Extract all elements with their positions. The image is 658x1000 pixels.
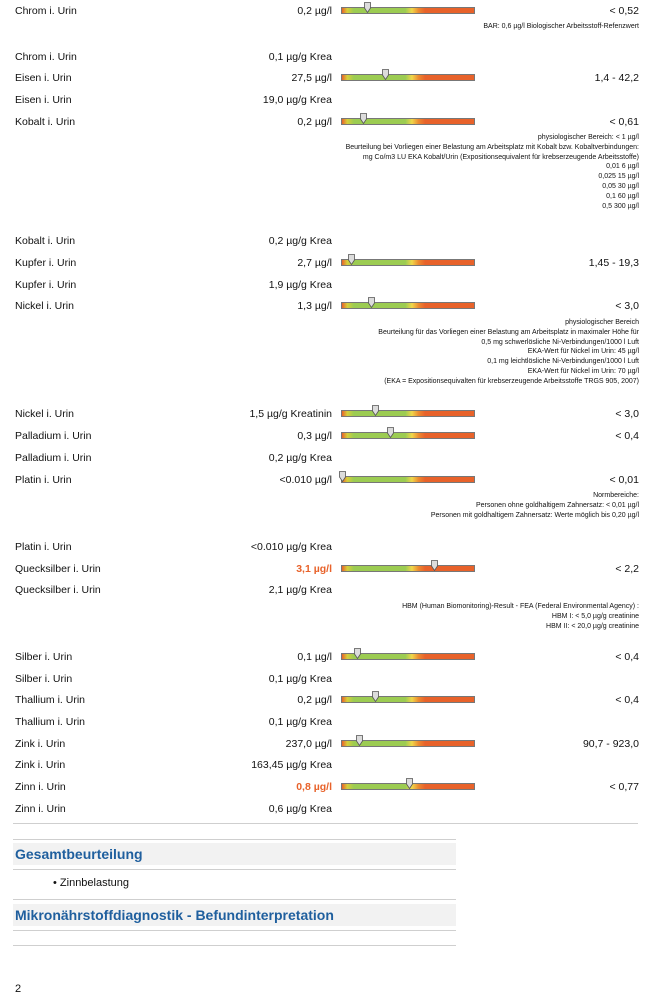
- reference-range-bar: [341, 7, 475, 14]
- value-marker-icon: [339, 471, 346, 482]
- result-parameter: Palladium i. Urin: [15, 430, 92, 442]
- note-line: 0,05 30 µg/l: [602, 182, 639, 190]
- reference-range-bar: [341, 476, 475, 483]
- result-value: 1,9 µg/g Krea: [268, 279, 332, 291]
- result-value: 0,2 µg/g Krea: [268, 235, 332, 247]
- result-parameter: Platin i. Urin: [15, 474, 72, 486]
- result-value: 0,2 µg/g Krea: [268, 452, 332, 464]
- result-row: [0, 801, 658, 817]
- result-row: [0, 92, 658, 108]
- result-parameter: Eisen i. Urin: [15, 94, 72, 106]
- reference-range-bar: [341, 653, 475, 660]
- reference-range: < 3,0: [615, 408, 639, 420]
- reference-range-bar: [341, 74, 475, 81]
- result-value: 0,8 µg/l: [296, 781, 332, 793]
- value-marker-icon: [431, 560, 438, 571]
- reference-range: < 0,4: [615, 694, 639, 706]
- result-parameter: Eisen i. Urin: [15, 72, 72, 84]
- result-value: 0,6 µg/g Krea: [268, 803, 332, 815]
- note-kobalt: [346, 133, 639, 211]
- result-value: 1,5 µg/g Kreatinin: [249, 408, 332, 420]
- note-line: HBM II: < 20,0 µg/g creatinine: [546, 622, 639, 630]
- result-parameter: Silber i. Urin: [15, 673, 73, 685]
- note-line: physiologischer Bereich: [565, 319, 639, 326]
- reference-range: 1,4 - 42,2: [594, 72, 639, 84]
- note-line: Normbereiche:: [593, 492, 639, 499]
- note-line: EKA-Wert für Nickel im Urin: 45 µg/l: [527, 348, 639, 356]
- result-value: 0,2 µg/l: [297, 116, 332, 128]
- result-parameter: Thallium i. Urin: [15, 716, 86, 728]
- result-parameter: Quecksilber i. Urin: [15, 584, 101, 596]
- note-line: 0,1 mg leichtlösliche Ni-Verbindungen/1000 l Luft: [487, 358, 639, 366]
- reference-range-bar: [341, 783, 475, 790]
- result-value: <0.010 µg/g Krea: [250, 541, 332, 553]
- reference-range: 90,7 - 923,0: [582, 738, 639, 750]
- gesamtbeurteilung-title: Gesamtbeurteilung: [15, 846, 143, 862]
- result-value: 0,2 µg/l: [297, 5, 332, 17]
- value-marker-icon: [356, 735, 363, 746]
- reference-range: 1,45 - 19,3: [588, 257, 639, 269]
- value-marker-icon: [368, 297, 375, 308]
- result-value: 19,0 µg/g Krea: [262, 94, 332, 106]
- result-row: [0, 736, 658, 752]
- result-parameter: Kobalt i. Urin: [15, 116, 76, 128]
- result-row: [0, 277, 658, 293]
- result-row: [0, 406, 658, 422]
- value-marker-icon: [354, 648, 361, 659]
- note-line: Personen ohne goldhaltigem Zahnersatz: < 0,01 µg/l: [476, 501, 639, 509]
- result-row: [0, 539, 658, 555]
- reference-range-bar: [341, 696, 475, 703]
- result-row: [0, 649, 658, 665]
- result-row: [0, 114, 658, 130]
- value-marker-icon: [372, 691, 379, 702]
- result-row: [0, 298, 658, 314]
- reference-range-bar: [341, 410, 475, 417]
- value-marker-icon: [406, 778, 413, 789]
- result-row: [0, 70, 658, 86]
- result-value: <0.010 µg/l: [279, 474, 332, 486]
- result-value: 3,1 µg/l: [296, 563, 332, 575]
- reference-range: < 0,52: [609, 5, 639, 17]
- result-row: [0, 49, 658, 65]
- section-divider: [13, 869, 456, 870]
- note-chrom: [483, 22, 639, 32]
- result-parameter: Zinn i. Urin: [15, 803, 66, 815]
- note-line: Personen mit goldhaltigem Zahnersatz: Werte möglich bis 0,20 µg/l: [430, 511, 639, 519]
- result-value: 0,1 µg/l: [297, 651, 332, 663]
- result-row: [0, 450, 658, 466]
- mikronaehrstoff-header: [13, 904, 456, 926]
- value-marker-icon: [348, 254, 355, 265]
- result-value: 27,5 µg/l: [291, 72, 332, 84]
- result-parameter: Quecksilber i. Urin: [15, 563, 101, 575]
- table-bottom-divider: [13, 823, 638, 824]
- note-quecksilber: [402, 602, 639, 631]
- result-value: 237,0 µg/l: [285, 738, 332, 750]
- section-divider: [13, 930, 456, 931]
- note-line: HBM I: < 5,0 µg/g creatinine: [551, 612, 639, 620]
- value-marker-icon: [372, 405, 379, 416]
- reference-range-bar: [341, 740, 475, 747]
- result-parameter: Thallium i. Urin: [15, 694, 86, 706]
- result-parameter: Platin i. Urin: [15, 541, 72, 553]
- result-parameter: Zinn i. Urin: [15, 781, 66, 793]
- result-row: [0, 714, 658, 730]
- note-line: physiologischer Bereich: < 1 µg/l: [537, 134, 639, 141]
- result-value: 2,7 µg/l: [297, 257, 332, 269]
- result-parameter: Silber i. Urin: [15, 651, 73, 663]
- mikronaehrstoff-title: Mikronährstoffdiagnostik - Befundinterpretation: [15, 907, 334, 923]
- result-row: [0, 671, 658, 687]
- result-row: [0, 472, 658, 488]
- reference-range: < 0,01: [609, 474, 639, 486]
- value-marker-icon: [382, 69, 389, 80]
- note-platin: [431, 491, 639, 520]
- result-value: 0,1 µg/g Krea: [268, 51, 332, 63]
- result-value: 0,1 µg/g Krea: [268, 716, 332, 728]
- result-row: [0, 692, 658, 708]
- result-parameter: Nickel i. Urin: [15, 408, 74, 420]
- result-parameter: Nickel i. Urin: [15, 300, 74, 312]
- note-nickel: [378, 318, 639, 387]
- note-line: BAR: 0,6 µg/l Biologischer Arbeitsstoff-Refenzwert: [483, 23, 639, 30]
- note-line: mg Co/m3 LU EKA Kobalt/Urin (Expositionsequivalent für krebserzeugende Arbeitsstoffe): [362, 153, 639, 161]
- result-parameter: Chrom i. Urin: [15, 51, 77, 63]
- result-value: 163,45 µg/g Krea: [251, 759, 332, 771]
- value-marker-icon: [387, 427, 394, 438]
- reference-range: < 0,4: [615, 651, 639, 663]
- result-value: 2,1 µg/g Krea: [268, 584, 332, 596]
- note-line: HBM (Human Biomonitoring)-Result - FEA (Federal Environmental Agency) :: [402, 603, 639, 610]
- result-row: [0, 3, 658, 19]
- value-marker-icon: [360, 113, 367, 124]
- note-line: Beurteilung bei Vorliegen einer Belastung am Arbeitsplatz mit Kobalt bzw. Kobaltverbindungen:: [345, 143, 639, 151]
- note-line: 0,01 6 µg/l: [606, 163, 639, 171]
- result-parameter: Palladium i. Urin: [15, 452, 92, 464]
- note-line: 0,1 60 µg/l: [606, 192, 639, 200]
- result-value: 0,3 µg/l: [297, 430, 332, 442]
- result-parameter: Zink i. Urin: [15, 738, 66, 750]
- result-row: [0, 757, 658, 773]
- result-value: 1,3 µg/l: [297, 300, 332, 312]
- result-row: [0, 582, 658, 598]
- reference-range: < 3,0: [615, 300, 639, 312]
- reference-range-bar: [341, 302, 475, 309]
- value-marker-icon: [364, 2, 371, 13]
- result-row: [0, 428, 658, 444]
- reference-range: < 0,4: [615, 430, 639, 442]
- result-row: [0, 779, 658, 795]
- result-row: [0, 255, 658, 271]
- result-parameter: Kobalt i. Urin: [15, 235, 76, 247]
- section-divider: [13, 945, 456, 946]
- gesamt-bullet-item: • Zinnbelastung: [53, 877, 130, 889]
- reference-range-bar: [341, 118, 475, 125]
- reference-range-bar: [341, 432, 475, 439]
- reference-range: < 2,2: [615, 563, 639, 575]
- result-parameter: Chrom i. Urin: [15, 5, 77, 17]
- result-parameter: Kupfer i. Urin: [15, 257, 77, 269]
- note-line: EKA-Wert für Nickel im Urin: 70 µg/l: [527, 367, 639, 375]
- result-parameter: Kupfer i. Urin: [15, 279, 77, 291]
- note-line: 0,5 300 µg/l: [602, 202, 639, 210]
- note-line: 0,5 mg schwerlösliche Ni-Verbindungen/1000 l Luft: [481, 338, 639, 346]
- result-value: 0,1 µg/g Krea: [268, 673, 332, 685]
- result-row: [0, 561, 658, 577]
- section-divider: [13, 899, 456, 900]
- page-number: 2: [15, 983, 22, 995]
- note-line: (EKA = Expositionsequivalten für krebserzeugende Arbeitsstoffe TRGS 905, 2007): [384, 377, 639, 385]
- reference-range-bar: [341, 565, 475, 572]
- gesamtbeurteilung-header: [13, 843, 456, 865]
- result-parameter: Zink i. Urin: [15, 759, 66, 771]
- reference-range: < 0,77: [609, 781, 639, 793]
- result-row: [0, 233, 658, 249]
- section-divider: [13, 839, 456, 840]
- reference-range-bar: [341, 259, 475, 266]
- reference-range: < 0,61: [609, 116, 639, 128]
- note-line: Beurteilung für das Vorliegen einer Belastung am Arbeitsplatz in maximaler Höhe für: [378, 328, 639, 336]
- result-value: 0,2 µg/l: [297, 694, 332, 706]
- note-line: 0,025 15 µg/l: [598, 173, 639, 181]
